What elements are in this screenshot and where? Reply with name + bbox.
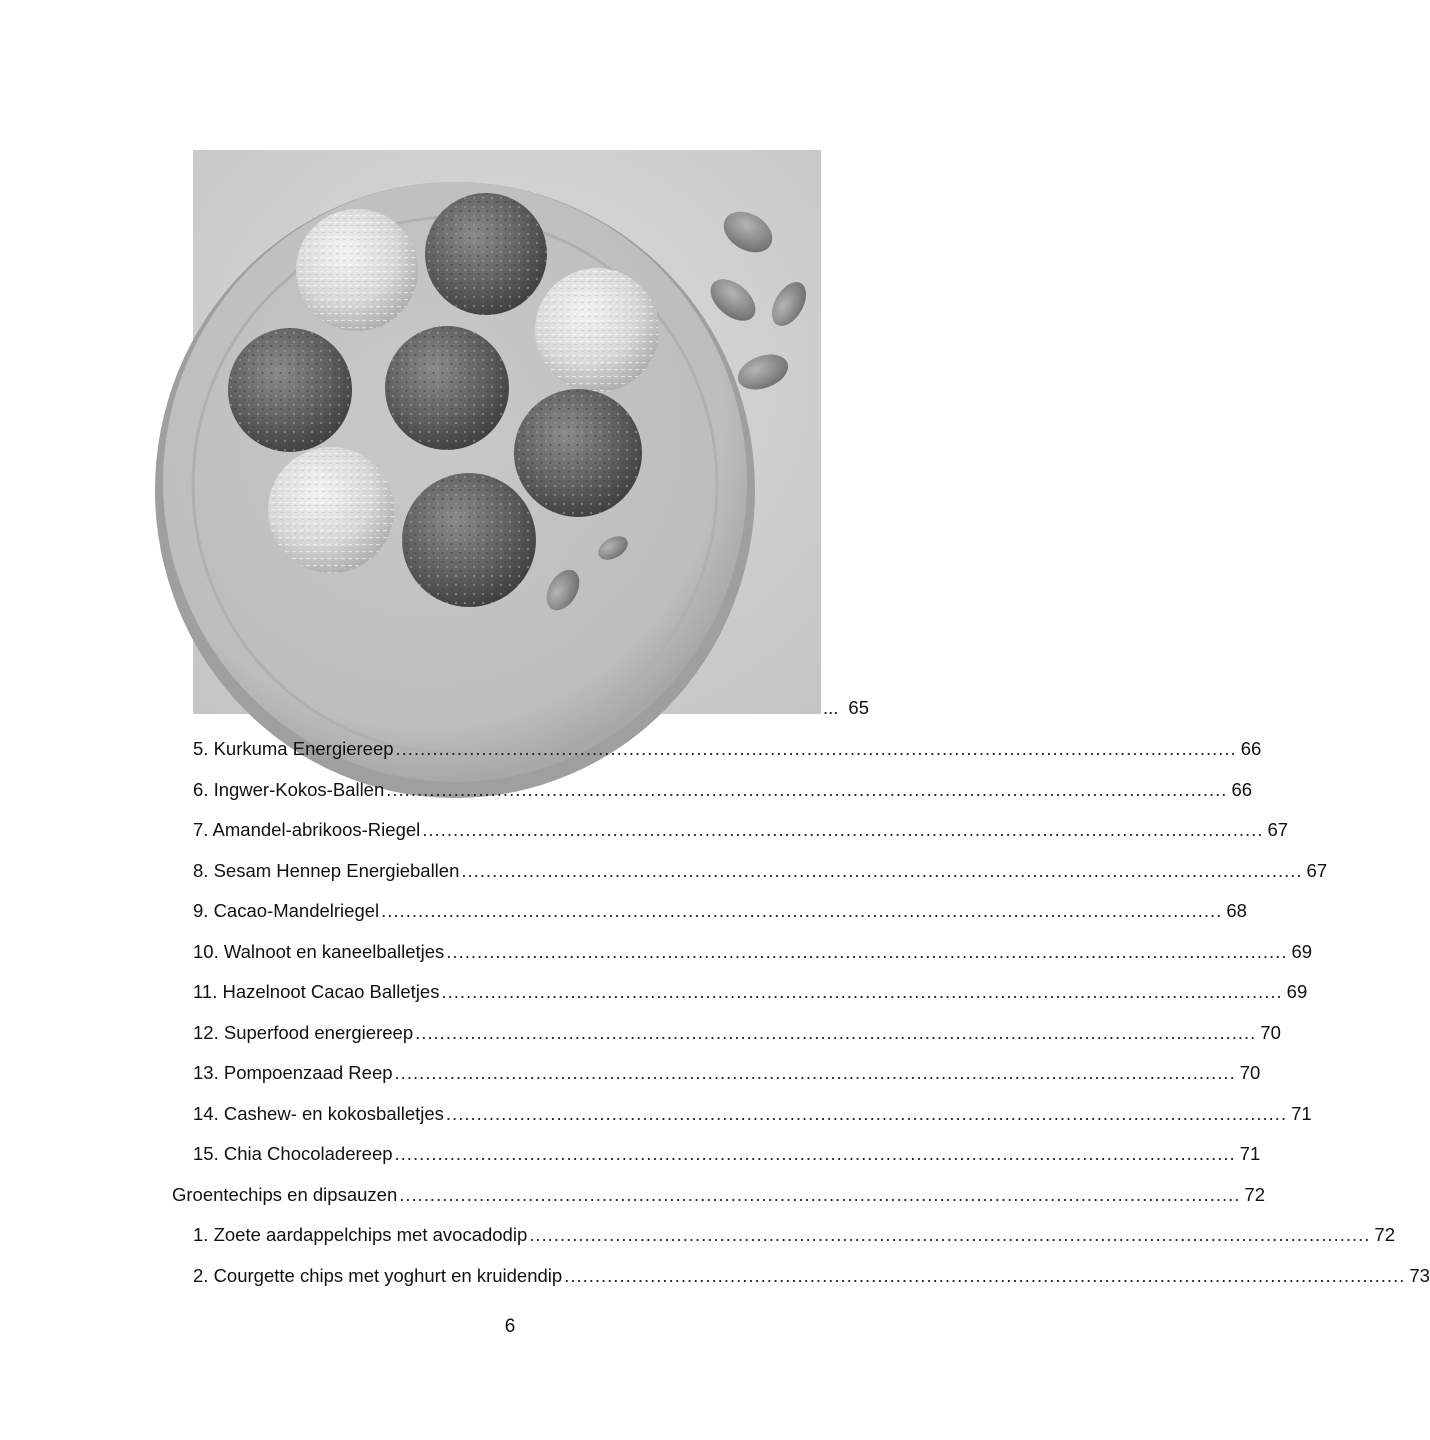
toc-leader: .........................................................................................................................................: [422, 819, 1264, 840]
page-number: 6: [504, 1316, 516, 1337]
toc-entry-title: 10. Walnoot en kaneelballetjes: [193, 941, 445, 962]
toc-entry-page: 70: [1260, 1022, 1281, 1043]
toc-leader: .........................................................................................................................................: [564, 1265, 1406, 1286]
toc-entry-title: 5. Kurkuma Energiereep: [193, 738, 394, 759]
toc-entry-title: 8. Sesam Hennep Energieballen: [193, 860, 460, 881]
toc-entry-title: 6. Ingwer-Kokos-Ballen: [193, 779, 385, 800]
toc-entry-page: 68: [1226, 900, 1247, 921]
toc-entry[interactable]: [193, 1103, 1312, 1125]
toc-entry[interactable]: [193, 1224, 1395, 1246]
toc-entry[interactable]: [193, 738, 1262, 760]
toc-entry-title: 14. Cashew- en kokosballetjes: [193, 1103, 444, 1124]
toc-entry-page: 66: [1231, 779, 1253, 800]
toc-entry-title: 13. Pompoenzaad Reep: [193, 1062, 393, 1083]
toc-entry-page: 73: [1409, 1265, 1430, 1286]
toc-leader: .........................................................................................................................................: [394, 1143, 1236, 1164]
toc-entry[interactable]: [193, 941, 1313, 963]
toc-entry-page: 67: [1306, 860, 1328, 881]
toc-entry[interactable]: [193, 900, 1247, 922]
toc-entry-page: 69: [1291, 941, 1313, 962]
toc-entry[interactable]: [193, 819, 1289, 841]
toc-leader: .........................................................................................................................................: [529, 1224, 1371, 1245]
toc-leader: .........................................................................................................................................: [395, 738, 1237, 759]
toc-entry[interactable]: [193, 779, 1253, 801]
toc-leader: .........................................................................................................................................: [415, 1022, 1257, 1043]
toc-entry-page: 72: [1374, 1224, 1395, 1245]
toc-leader: .........................................................................................................................................: [461, 860, 1303, 881]
toc-entry-title: 1. Zoete aardappelchips met avocadodip: [193, 1224, 528, 1245]
energy-balls-photo: [193, 150, 821, 714]
toc-entry[interactable]: [193, 1265, 1430, 1287]
toc-entry-page: 70: [1239, 1062, 1261, 1083]
toc-leader: .........................................................................................................................................: [441, 981, 1283, 1002]
toc-leader: .........................................................................................................................................: [446, 941, 1288, 962]
toc-entry[interactable]: [193, 860, 1328, 882]
toc-section-entry[interactable]: [172, 1184, 1265, 1206]
toc-continued-page: 65: [848, 697, 869, 718]
toc-entry-page: 71: [1291, 1103, 1312, 1124]
toc-entry-title: 9. Cacao-Mandelriegel: [193, 900, 380, 921]
toc-entry-page: 69: [1286, 981, 1308, 1002]
toc-entry-title: 12. Superfood energiereep: [193, 1022, 414, 1043]
energy-balls-illustration: [193, 150, 821, 714]
toc-entry-page: 72: [1244, 1184, 1265, 1205]
toc-entry-title: 2. Courgette chips met yoghurt en kruidendip: [193, 1265, 563, 1286]
toc-entry[interactable]: [193, 981, 1308, 1003]
toc-leader: .........................................................................................................................................: [445, 1103, 1288, 1124]
toc-continued-line: [823, 697, 869, 719]
toc-leader: .........................................................................................................................................: [386, 779, 1228, 800]
toc-entry[interactable]: [193, 1062, 1261, 1084]
toc-entry[interactable]: [193, 1143, 1261, 1165]
toc-entry[interactable]: [193, 1022, 1281, 1044]
toc-leader: .........................................................................................................................................: [381, 900, 1223, 921]
toc-entry-title: 11. Hazelnoot Cacao Balletjes: [193, 981, 440, 1002]
toc-entry-title: 15. Chia Chocoladereep: [193, 1143, 393, 1164]
toc-leader: .........................................................................................................................................: [399, 1184, 1241, 1205]
toc-entry-title: 7. Amandel-abrikoos-Riegel: [193, 819, 421, 840]
toc-leader: .........................................................................................................................................: [394, 1062, 1236, 1083]
toc-entry-page: 71: [1239, 1143, 1261, 1164]
toc-continued-leader: ...: [823, 697, 839, 718]
toc-entry-page: 67: [1267, 819, 1289, 840]
toc-section-title: Groentechips en dipsauzen: [172, 1184, 398, 1205]
toc-entry-page: 66: [1240, 738, 1262, 759]
